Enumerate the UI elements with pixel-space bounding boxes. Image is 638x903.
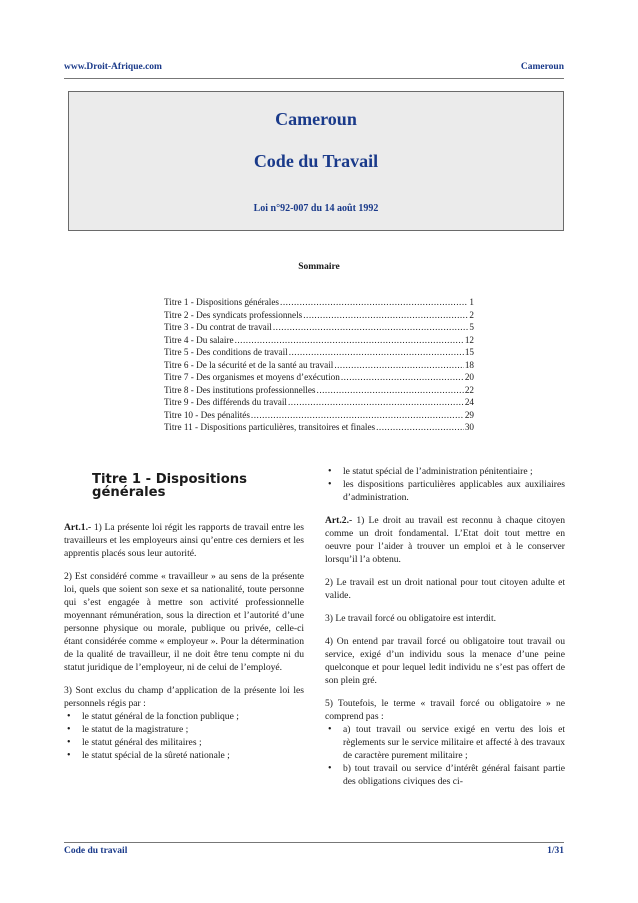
footer-page-number: 1/31 xyxy=(547,846,564,856)
toc-item-page: 30 xyxy=(464,422,474,432)
toc-leader-dots xyxy=(280,297,468,307)
toc-item xyxy=(164,422,474,435)
toc-item-page: 15 xyxy=(464,347,474,357)
list-item: • a) tout travail ou service exigé en vertu des lois et règlements sur le service militaire et affecté à des travaux de caractère purement militaire ; xyxy=(325,723,565,762)
right-column xyxy=(325,465,565,798)
document-title: Code du Travail xyxy=(253,151,379,171)
toc-item-label: Titre 1 - Dispositions générales xyxy=(164,297,280,307)
title-box xyxy=(68,91,564,231)
art1-paragraph-1 xyxy=(64,521,304,560)
toc-item xyxy=(164,372,474,385)
art2-paragraph-5: 5) Toutefois, le terme « travail forcé ou obligatoire » ne comprend pas : xyxy=(325,698,565,722)
list-item: • le statut spécial de la sûreté nationale ; xyxy=(64,749,304,762)
toc-item xyxy=(164,410,474,423)
toc-item-label: Titre 2 - Des syndicats professionnels xyxy=(164,309,303,320)
toc-leader-dots xyxy=(289,347,464,357)
exclusions-list-continued xyxy=(325,465,565,504)
toc-leader-dots xyxy=(334,360,464,370)
art2-paragraph-3: 3) Le travail forcé ou obligatoire est interdit. xyxy=(325,613,497,624)
list-item: • b) tout travail ou service d’intérêt général faisant partie des obligations civiques des ci- xyxy=(325,762,565,788)
toc-leader-dots xyxy=(235,335,464,345)
article-label: Art.2.- xyxy=(325,515,353,526)
toc-item xyxy=(164,397,474,410)
toc-item-page: 20 xyxy=(464,372,474,382)
toc-item-label: Titre 7 - Des organismes et moyens d’exécution xyxy=(164,372,340,382)
art2-paragraph-1 xyxy=(325,514,565,566)
art1-paragraph-2: 2) Est considéré comme « travailleur » au sens de la présente loi, quels que soient son sexe et sa nationalité, toute personne qui s’est engagée à mettre son activité professionnelle moyennant rémunération, sous la direction et l’autorité d’une personne physique ou morale, publique ou privée, celle-ci étant considérée comme « employeur ». Pour la détermination de la qualité de travailleur, il ne doit être tenu compte ni du statut juridique de l’employeur, ni de celui de l’employé. xyxy=(64,571,304,673)
law-reference: Loi n°92-007 du 14 août 1992 xyxy=(253,203,379,214)
header-country: Cameroun xyxy=(520,62,564,72)
page-header xyxy=(64,62,564,76)
paragraph-text: 1) La présente loi régit les rapports de travail entre les travailleurs et les employeurs ainsi qu’entre ces derniers et les apprentis placés sous leur autorité. xyxy=(64,522,304,559)
toc-item xyxy=(164,297,474,310)
forced-labour-exceptions-list xyxy=(325,723,565,788)
toc-leader-dots xyxy=(376,422,464,432)
page-footer xyxy=(64,846,564,860)
toc-leader-dots xyxy=(288,397,464,407)
list-item: • le statut de la magistrature ; xyxy=(64,723,304,736)
art2-paragraph-4: 4) On entend par travail forcé ou obligatoire tout travail ou service, exigé d’un individu sous la menace d’une peine quelconque et pour lequel ledit individu ne s’est pas offert de son plein gré. xyxy=(325,636,565,686)
toc-item-page: 22 xyxy=(464,384,474,395)
toc-item-label: Titre 5 - Des conditions de travail xyxy=(164,347,288,357)
toc-item-label: Titre 3 - Du contrat de travail xyxy=(164,322,272,332)
toc-item-page: 5 xyxy=(469,322,474,332)
art2-paragraph-2: 2) Le travail est un droit national pour tout citoyen adulte et valide. xyxy=(325,577,565,601)
art1-paragraph-3: 3) Sont exclus du champ d’application de la présente loi les personnels régis par : xyxy=(64,685,304,709)
toc-item-page: 12 xyxy=(464,334,474,345)
toc-item-page: 2 xyxy=(469,309,474,320)
toc-leader-dots xyxy=(341,372,464,382)
toc-item xyxy=(164,385,474,398)
section-title: Titre 1 - Dispositions générales xyxy=(92,472,247,500)
toc-item-label: Titre 10 - Des pénalités xyxy=(164,409,250,420)
toc-item-page: 18 xyxy=(464,359,474,370)
left-column xyxy=(64,465,304,772)
title-country: Cameroun xyxy=(275,109,357,129)
toc-leader-dots xyxy=(273,322,469,332)
toc-item-label: Titre 8 - Des institutions professionnelles xyxy=(164,384,316,395)
toc-item-label: Titre 11 - Dispositions particulières, transitoires et finales xyxy=(164,422,376,432)
table-of-contents xyxy=(164,297,474,435)
toc-item xyxy=(164,347,474,360)
toc-item-label: Titre 4 - Du salaire xyxy=(164,334,234,345)
header-rule xyxy=(64,78,564,79)
toc-item xyxy=(164,360,474,373)
toc-item-page: 1 xyxy=(469,297,474,307)
footer-doc-name: Code du travail xyxy=(64,846,128,856)
summary-heading: Sommaire xyxy=(298,262,340,272)
exclusions-list xyxy=(64,710,304,762)
toc-item-label: Titre 6 - De la sécurité et de la santé au travail xyxy=(164,359,334,370)
toc-item-page: 24 xyxy=(464,397,474,407)
toc-item xyxy=(164,310,474,323)
toc-item xyxy=(164,335,474,348)
list-item: • le statut général des militaires ; xyxy=(64,736,304,749)
list-item: • le statut général de la fonction publique ; xyxy=(64,710,304,723)
list-item: • les dispositions particulières applicables aux auxiliaires d’administration. xyxy=(325,478,565,504)
toc-leader-dots xyxy=(303,310,468,320)
toc-leader-dots xyxy=(251,410,464,420)
toc-item-label: Titre 9 - Des différends du travail xyxy=(164,397,287,407)
list-item: • le statut spécial de l’administration pénitentiaire ; xyxy=(325,465,565,478)
toc-item xyxy=(164,322,474,335)
toc-item-page: 29 xyxy=(464,409,474,420)
article-label: Art.1.- xyxy=(64,522,92,533)
footer-rule xyxy=(64,842,564,843)
paragraph-text: 1) Le droit au travail est reconnu à chaque citoyen comme un droit fondamental. L’Etat doit tout mettre en oeuvre pour l’aider à trouver un emploi et à le conserver lorsqu’il l’a obtenu. xyxy=(325,515,565,565)
header-website: www.Droit-Afrique.com xyxy=(64,62,162,72)
toc-leader-dots xyxy=(317,385,464,395)
